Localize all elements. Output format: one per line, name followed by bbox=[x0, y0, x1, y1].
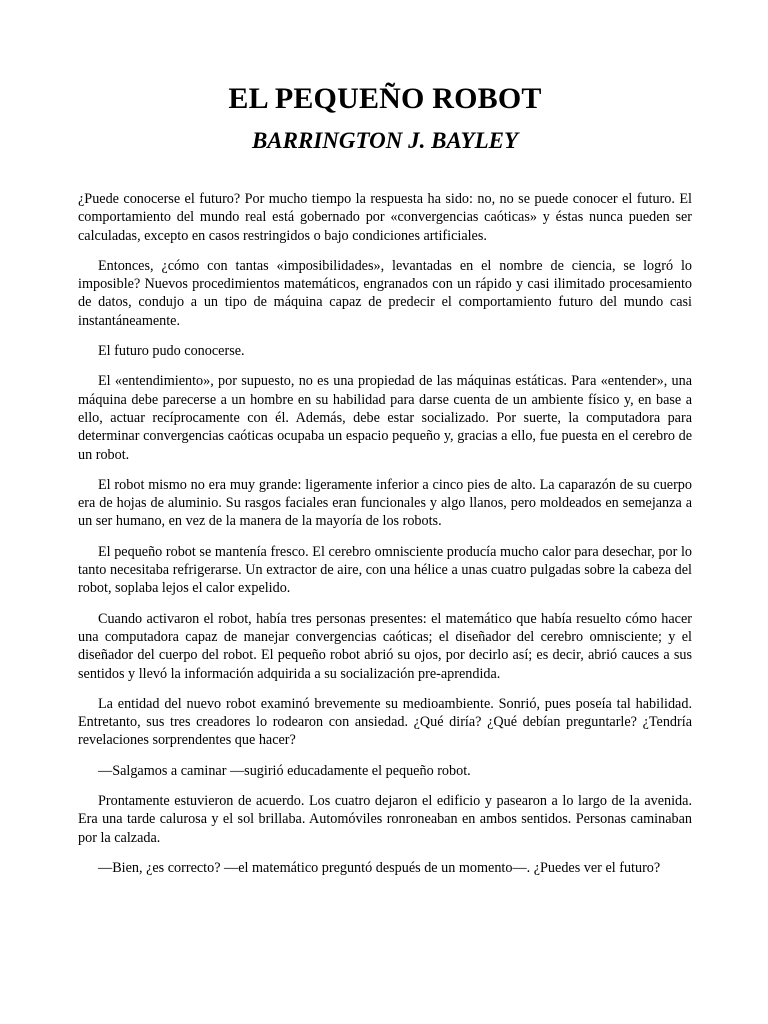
paragraph: —Salgamos a caminar —sugirió educadamente el pequeño robot. bbox=[98, 762, 471, 779]
paragraph: —Bien, ¿es correcto? —el matemático preguntó después de un momento—. ¿Puedes ver el futuro? bbox=[98, 859, 661, 876]
paragraph: El futuro pudo conocerse. bbox=[98, 343, 245, 360]
paragraph: El robot mismo no era muy grande: ligeramente inferior a cinco pies de alto. La caparazón de su cuerpo era de hojas de aluminio. Su rasgos faciales eran funcionales y algo llanos, pero moldeados en semejanza a un ser humano, en vez de la manera de la mayoría de los robots. bbox=[78, 476, 692, 530]
document-page bbox=[78, 80, 692, 889]
document-author: BARRINGTON J. BAYLEY bbox=[251, 128, 519, 153]
document-body bbox=[78, 190, 692, 877]
paragraph: Entonces, ¿cómo con tantas «imposibilidades», levantadas en el nombre de ciencia, se logró lo imposible? Nuevos procedimientos matemáticos, engranados con un rápido y casi ilimitado procesamiento de datos, condujo a un tipo de máquina capaz de predecir el comportamiento futuro del mundo casi instantáneamente. bbox=[78, 257, 692, 329]
paragraph: El «entendimiento», por supuesto, no es una propiedad de las máquinas estáticas. Para «entender», una máquina debe parecerse a un hombre en su habilidad para darse cuenta de un ambiente físico y, en base a ello, actuar recíprocamente con él. Además, debe estar socializado. Por suerte, la computadora para determinar convergencias caóticas ocupaba un espacio pequeño y, gracias a ello, fue puesta en el cerebro de un robot. bbox=[78, 373, 692, 463]
paragraph: Prontamente estuvieron de acuerdo. Los cuatro dejaron el edificio y pasearon a lo largo de la avenida. Era una tarde calurosa y el sol brillaba. Automóviles ronroneaban en ambos sentidos. Personas caminaban por la calzada. bbox=[78, 793, 692, 846]
paragraph: ¿Puede conocerse el futuro? Por mucho tiempo la respuesta ha sido: no, no se puede conocer el futuro. El comportamiento del mundo real está gobernado por «convergencias caóticas» y éstas nunca pueden ser calculadas, excepto en casos restringidos o bajo condiciones artificiales. bbox=[78, 191, 692, 244]
paragraph: El pequeño robot se mantenía fresco. El cerebro omnisciente producía mucho calor para desechar, por lo tanto necesitaba refrigerarse. Un extractor de aire, con una hélice a unas cuatro pulgadas sobre la cabeza del robot, soplaba lejos el calor expelido. bbox=[78, 543, 692, 597]
paragraph: La entidad del nuevo robot examinó brevemente su medioambiente. Sonrió, pues poseía tal habilidad. Entretanto, sus tres creadores lo rodearon con ansiedad. ¿Qué diría? ¿Qué debían preguntarle? ¿Tendría revelaciones sorprendentes que hacer? bbox=[78, 695, 692, 749]
document-title: EL PEQUEÑO ROBOT bbox=[228, 82, 542, 115]
paragraph: Cuando activaron el robot, había tres personas presentes: el matemático que había resuelto cómo hacer una computadora capaz de manejar convergencias caóticas; el diseñador del cerebro omnisciente; y el diseñador del cuerpo del robot. El pequeño robot abrió su ojos, por decirlo así; es decir, abrió cauces a sus sentidos y llevó la información adquirida a su socialización pre-aprendida. bbox=[78, 610, 692, 682]
